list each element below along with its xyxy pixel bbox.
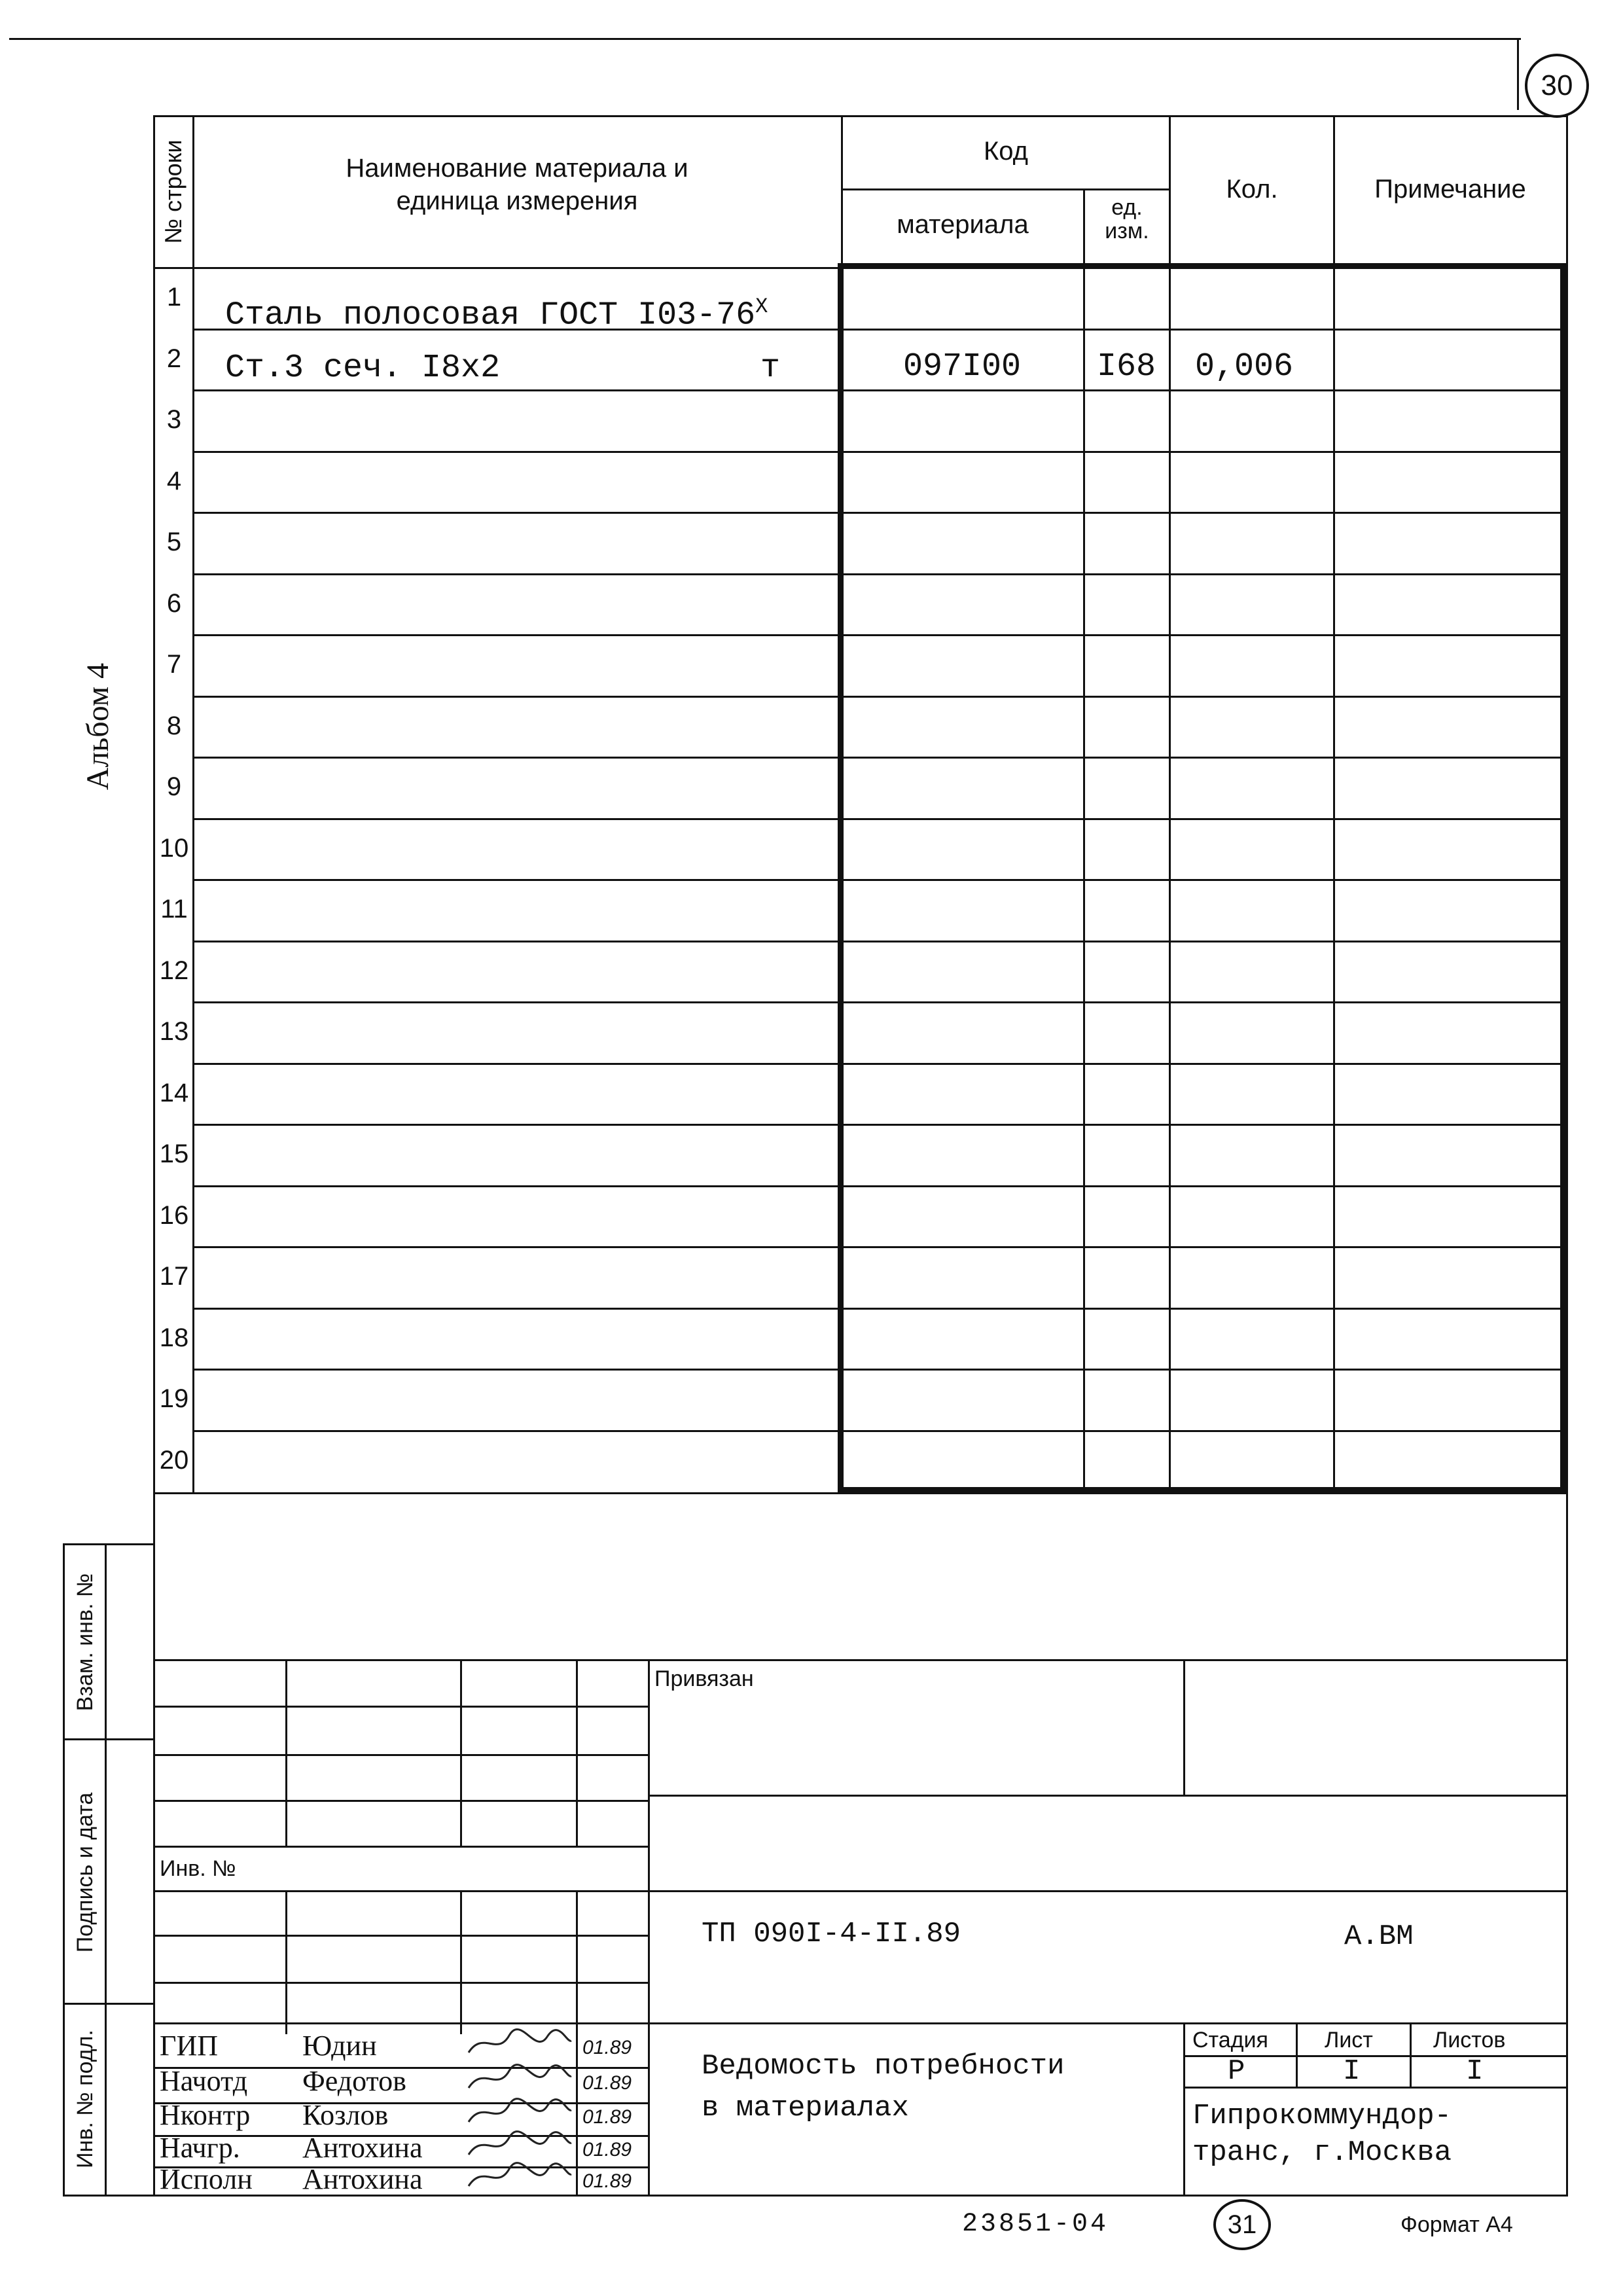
album-label: Альбом 4	[80, 662, 115, 791]
page-number-circle	[1525, 54, 1589, 118]
signer-name: Юдин	[302, 2030, 377, 2062]
col-note-divider	[1333, 115, 1335, 1492]
header-unit: ед. изм.	[1105, 195, 1149, 243]
row-number: 6	[166, 589, 182, 618]
signer-name: Козлов	[302, 2099, 389, 2131]
page-number: 30	[1541, 69, 1573, 101]
row-divider	[192, 573, 1567, 575]
side-label-podpis: Подпись и дата	[73, 1792, 98, 1953]
org-line2: транс, г.Москва	[1192, 2136, 1452, 2169]
frame-top	[153, 115, 1568, 117]
row1-name: Сталь полосовая ГОСТ $I03-76^Х$	[225, 295, 768, 334]
row2-unit-letter: т	[760, 350, 781, 387]
signer-name: Антохина	[302, 2163, 423, 2195]
signature-scribble	[463, 2024, 575, 2063]
stamp-row-d	[153, 1846, 649, 1848]
top-rule	[9, 38, 1521, 40]
stamp-col3	[576, 1659, 578, 1846]
sheet-number: 31	[1227, 2210, 1257, 2239]
row-number: 1	[166, 283, 182, 312]
signature-scribble	[463, 2157, 575, 2197]
row-number: 17	[159, 1262, 189, 1291]
row-number: 5	[166, 528, 182, 556]
signer-date: 01.89	[582, 2170, 632, 2192]
signer-date: 01.89	[582, 2139, 632, 2161]
row-number: 19	[159, 1384, 189, 1413]
row-divider	[192, 512, 1567, 514]
inv-no-label: Инв. №	[160, 1856, 236, 1881]
title-line2: в материалах	[702, 2092, 909, 2125]
title-line1: Ведомость потребности	[702, 2050, 1065, 2083]
signer-role: ГИП	[160, 2030, 218, 2062]
doc-code: ТП 090I-4-II.89	[702, 1918, 961, 1950]
row-number: 7	[166, 650, 182, 679]
header-material: материала	[897, 210, 1029, 239]
row-divider	[192, 1308, 1567, 1310]
stamp-row-e	[153, 1890, 1568, 1892]
row-number: 15	[159, 1139, 189, 1168]
stamp-row-b	[153, 1754, 649, 1756]
row-divider	[192, 696, 1567, 698]
row-divider	[192, 451, 1567, 453]
privyazan-divider	[1183, 1659, 1185, 1797]
stamp-col2b	[460, 1890, 462, 2034]
sheet-value: I	[1343, 2055, 1361, 2088]
row-divider	[192, 941, 1567, 942]
signer-name: Антохина	[302, 2132, 423, 2164]
stamp-row-f	[153, 1935, 649, 1937]
row-divider	[192, 634, 1567, 636]
sheet-label: Лист	[1325, 2028, 1373, 2053]
stage-value: Р	[1228, 2055, 1245, 2088]
row-number: 18	[159, 1323, 189, 1352]
row1-name-sup: Х	[755, 295, 768, 319]
header-name: Наименование материала и единица измерения	[346, 154, 688, 215]
row2-qty: 0,006	[1195, 348, 1294, 386]
row2-unit-code: I68	[1097, 348, 1156, 386]
stamp-row-h	[153, 2022, 1568, 2024]
signer-date: 01.89	[582, 2037, 632, 2058]
row-number: 16	[159, 1201, 189, 1230]
row-number: 20	[159, 1446, 189, 1475]
stamp-col1	[285, 1659, 287, 1846]
row-divider	[192, 1430, 1567, 1432]
row2-material-code: 097I00	[903, 348, 1022, 386]
row-divider	[192, 818, 1567, 820]
format-label: Формат А4	[1400, 2212, 1513, 2237]
signer-date: 01.89	[582, 2072, 632, 2094]
privyazan-bottom	[648, 1795, 1568, 1797]
side-col-left	[63, 1543, 65, 2197]
row-number: 10	[159, 834, 189, 863]
row-divider	[192, 1369, 1567, 1371]
row-number: 4	[166, 467, 182, 495]
row-divider	[192, 1246, 1567, 1248]
row-number: 2	[166, 344, 182, 373]
signer-role: Начотд	[160, 2065, 248, 2097]
col-qty-divider-head	[1169, 115, 1171, 268]
row-number: 3	[166, 405, 182, 434]
signer-role: Исполн	[160, 2163, 253, 2195]
doc-mark: А.ВМ	[1344, 1920, 1414, 1953]
stamp-col4	[648, 1659, 650, 2195]
row-divider	[192, 1063, 1567, 1065]
sheets-value: I	[1466, 2055, 1484, 2088]
stamp-row-a	[153, 1706, 649, 1708]
row-number: 11	[160, 895, 188, 924]
stamp-row-c	[153, 1800, 649, 1802]
signer-date: 01.89	[582, 2106, 632, 2128]
frame-right	[1566, 115, 1568, 2197]
header-code: Код	[983, 137, 1028, 166]
stage-label: Стадия	[1192, 2028, 1268, 2053]
signer-role: Нконтр	[160, 2099, 251, 2131]
row-number: 8	[166, 711, 182, 740]
col-rowno-divider	[192, 115, 194, 1492]
signer-role: Начгр.	[160, 2132, 240, 2164]
row-divider	[192, 1185, 1567, 1187]
stamp-col2	[460, 1659, 462, 1846]
code-subheader-line	[841, 188, 1171, 190]
header-note: Примечание	[1374, 175, 1526, 204]
header-qty: Кол.	[1226, 175, 1278, 204]
side-col-inner	[105, 1543, 107, 2197]
stage-block-left	[1183, 2022, 1185, 2195]
row-number: 12	[159, 956, 189, 985]
header-row-no: № строки	[160, 139, 187, 244]
code-block-top	[838, 263, 1566, 269]
signature-scribble	[463, 2059, 575, 2098]
row2-name: Ст.3 сеч. I8х2	[225, 350, 501, 387]
table-bottom-line	[153, 1492, 1568, 1494]
stamp-row-g	[153, 1982, 649, 1984]
org-line1: Гипрокоммундор-	[1192, 2100, 1452, 2132]
signer-name: Федотов	[302, 2065, 406, 2097]
stamp-top-line	[153, 1659, 1568, 1661]
order-number: 23851-04	[962, 2210, 1109, 2239]
row-divider	[192, 389, 1567, 391]
side-label-inv-podl: Инв. № подл.	[73, 2030, 98, 2168]
row-divider	[192, 1124, 1567, 1126]
sheets-label: Листов	[1433, 2028, 1506, 2053]
row-divider	[192, 757, 1567, 759]
row-divider	[192, 1001, 1567, 1003]
sheet-number-circle	[1213, 2199, 1271, 2250]
frame-left	[153, 115, 155, 2197]
row-divider	[192, 879, 1567, 881]
row-number: 13	[159, 1017, 189, 1046]
row-number: 14	[159, 1079, 189, 1107]
stamp-col1b	[285, 1890, 287, 2034]
privyazan-label: Привязан	[654, 1666, 754, 1691]
side-label-vzam: Взам. инв. №	[73, 1573, 98, 1712]
top-rule-tick	[1517, 38, 1519, 110]
row-number: 9	[166, 772, 182, 801]
